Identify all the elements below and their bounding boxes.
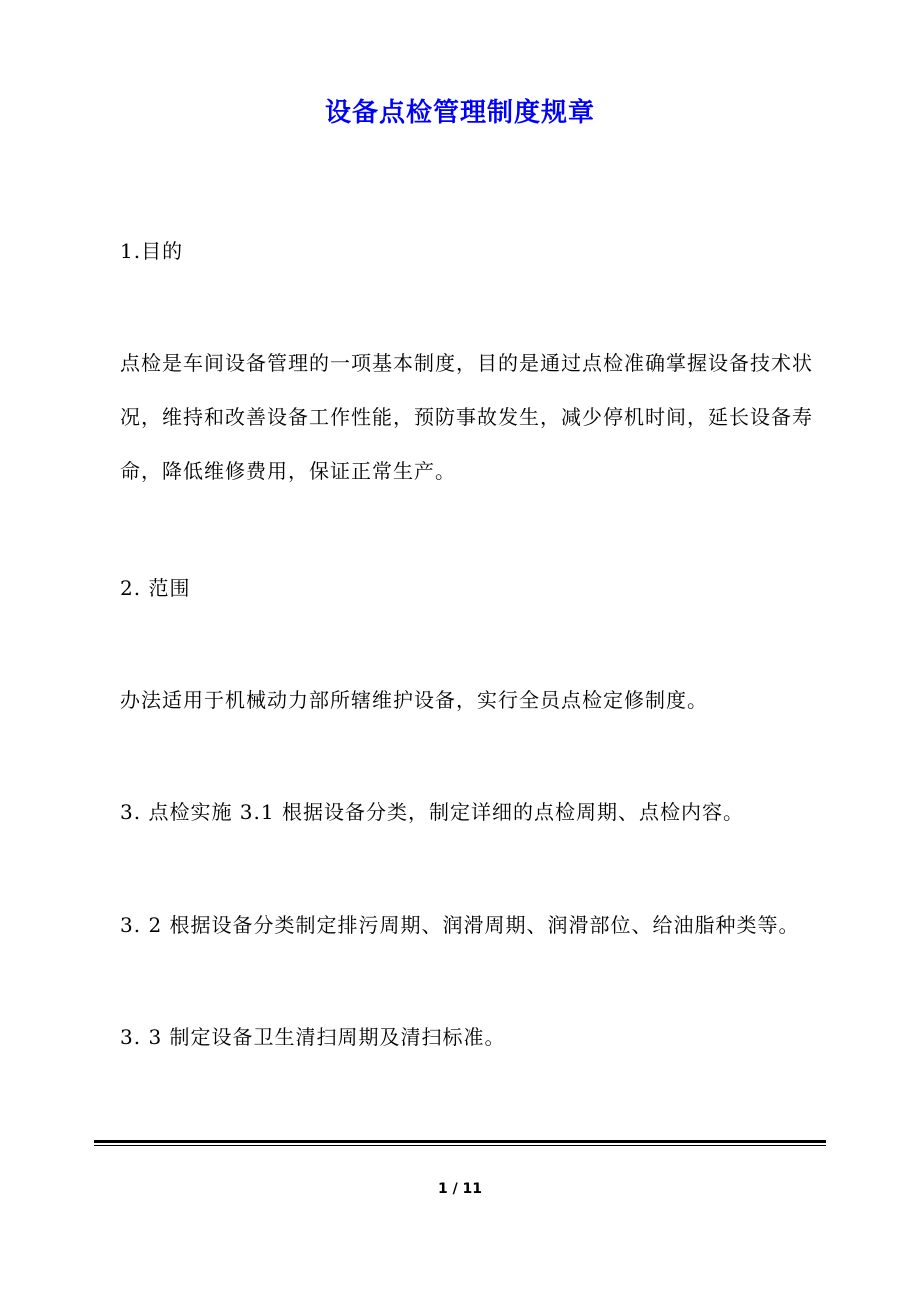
document-title: 设备点检管理制度规章 (324, 98, 595, 128)
footer-divider-thin (94, 1145, 826, 1146)
page-number: 1 / 11 (437, 1181, 483, 1197)
section-item-3-2: 3. 2 根据设备分类制定排污周期、润滑周期、润滑部位、给油脂种类等。 (120, 913, 800, 937)
section-item-3-3: 3. 3 制定设备卫生清扫周期及清扫标准。 (120, 1025, 506, 1049)
section-item-3-1: 3. 点检实施 3.1 根据设备分类，制定详细的点检周期、点检内容。 (120, 800, 744, 824)
section-heading-purpose: 1.目的 (120, 239, 184, 263)
section-heading-scope: 2. 范围 (120, 576, 191, 600)
footer-divider-thick (94, 1140, 826, 1143)
scope-paragraph: 办法适用于机械动力部所辖维护设备，实行全员点检定修制度。 (120, 688, 708, 712)
purpose-paragraph: 点检是车间设备管理的一项基本制度，目的是通过点检准确掌握设备技术状况，维持和改善设备工作性能，预防事故发生，减少停机时间，延长设备寿命，降低维修费用，保证正常生产。 (120, 351, 813, 483)
